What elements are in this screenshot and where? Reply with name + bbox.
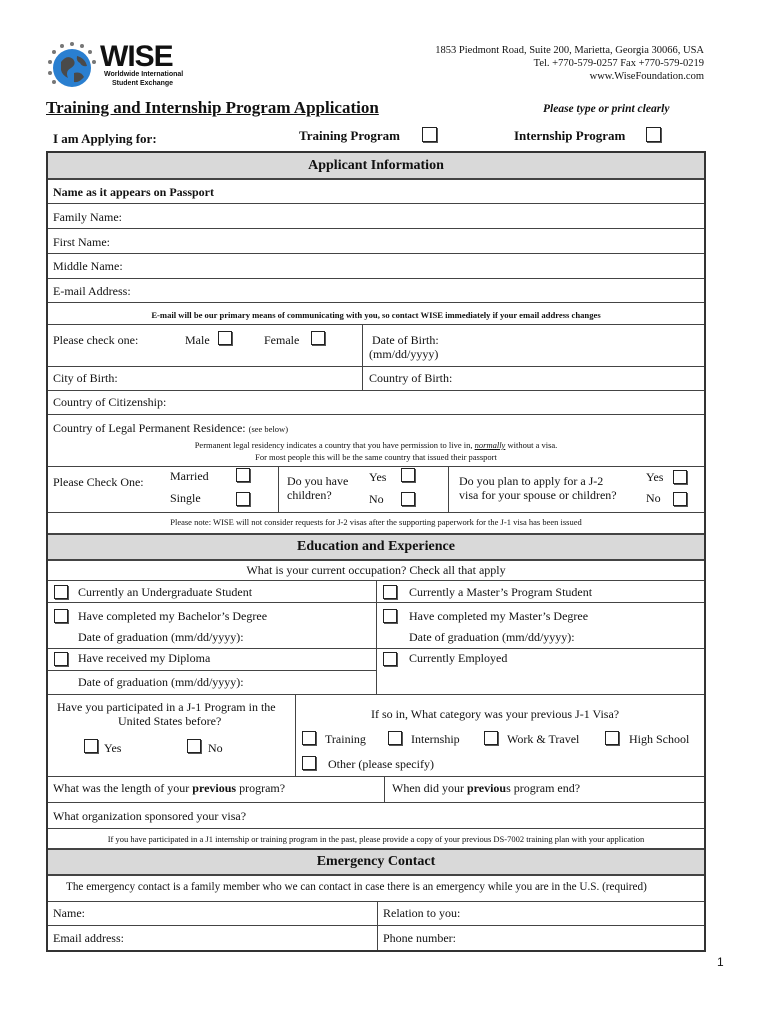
emergency-note: The emergency contact is a family member who we can contact in case there is an emergency while you are in the U.S. (required) bbox=[66, 881, 647, 893]
male-checkbox[interactable] bbox=[218, 331, 232, 345]
logo-text: WISE bbox=[100, 40, 173, 73]
masters-student-checkbox[interactable] bbox=[383, 585, 397, 599]
page-number: 1 bbox=[717, 955, 724, 969]
training-program-checkbox[interactable] bbox=[422, 127, 437, 142]
emergency-relation-field[interactable]: Relation to you: bbox=[383, 906, 461, 920]
emergency-name-field[interactable]: Name: bbox=[53, 906, 85, 920]
residence-field[interactable] bbox=[53, 421, 288, 436]
residence-note: (see below) bbox=[248, 424, 289, 434]
bachelor-label: Have completed my Bachelor’s Degree bbox=[78, 609, 268, 623]
children-no-checkbox[interactable] bbox=[401, 492, 415, 506]
j2-question-1: Do you plan to apply for a J-2 bbox=[459, 474, 604, 488]
children-question-2: children? bbox=[287, 488, 332, 502]
program-end-field[interactable]: When did your previous program end? bbox=[392, 781, 581, 795]
j2-no-checkbox[interactable] bbox=[673, 492, 687, 506]
emergency-section-title: Emergency Contact bbox=[316, 854, 436, 869]
master-completed-checkbox[interactable] bbox=[383, 609, 397, 623]
cat-other-label: Other (please specify) bbox=[328, 757, 434, 771]
masters-student-label: Currently a Master’s Program Student bbox=[409, 585, 593, 599]
first-name-field[interactable]: First Name: bbox=[53, 235, 110, 249]
cat-high-school-label: High School bbox=[629, 732, 690, 746]
passport-heading: Name as it appears on Passport bbox=[53, 185, 214, 199]
cat-training-label: Training bbox=[325, 732, 366, 746]
j1-question-2: United States before? bbox=[118, 714, 222, 728]
master-completed-label: Have completed my Master’s Degree bbox=[409, 609, 589, 623]
header-phone: Tel. +770-579-0257 Fax +770-579-0219 bbox=[533, 58, 704, 69]
program-length-field[interactable]: What was the length of your previous program? bbox=[53, 781, 286, 795]
header-website: www.WiseFoundation.com bbox=[589, 71, 704, 82]
family-name-field[interactable]: Family Name: bbox=[53, 210, 122, 224]
sponsor-field[interactable]: What organization sponsored your visa? bbox=[53, 809, 247, 823]
undergrad-checkbox[interactable] bbox=[54, 585, 68, 599]
j2-note: Please note: WISE will not consider requests for J-2 visas after the supporting paperwork for the J-1 visa has been issued bbox=[170, 517, 582, 527]
logo-subtitle-2: Student Exchange bbox=[112, 80, 174, 87]
j1-yes-label: Yes bbox=[104, 741, 122, 755]
married-checkbox[interactable] bbox=[236, 468, 250, 482]
cat-training-checkbox[interactable] bbox=[302, 731, 316, 745]
gender-label: Please check one: bbox=[53, 333, 139, 347]
logo-subtitle-1: Worldwide International bbox=[104, 71, 184, 78]
residency-info-1: Permanent legal residency indicates a country that you have permission to live in, normally without a visa. bbox=[194, 440, 558, 450]
j1-no-checkbox[interactable] bbox=[187, 739, 201, 753]
j2-question-2: visa for your spouse or children? bbox=[459, 488, 617, 502]
citizenship-field[interactable]: Country of Citizenship: bbox=[53, 395, 167, 409]
j2-yes-checkbox[interactable] bbox=[673, 470, 687, 484]
bachelor-checkbox[interactable] bbox=[54, 609, 68, 623]
children-yes-checkbox[interactable] bbox=[401, 468, 415, 482]
married-label: Married bbox=[170, 469, 209, 483]
applicant-section-title: Applicant Information bbox=[308, 158, 444, 173]
cat-internship-checkbox[interactable] bbox=[388, 731, 402, 745]
residency-info-2: For most people this will be the same country that issued their passport bbox=[255, 452, 497, 462]
single-checkbox[interactable] bbox=[236, 492, 250, 506]
wise-logo bbox=[44, 40, 194, 92]
print-note: Please type or print clearly bbox=[543, 103, 670, 115]
children-yes-label: Yes bbox=[369, 470, 387, 484]
employed-label: Currently Employed bbox=[409, 651, 508, 665]
female-checkbox[interactable] bbox=[311, 331, 325, 345]
j1-yes-checkbox[interactable] bbox=[84, 739, 98, 753]
email-field[interactable]: E-mail Address: bbox=[53, 284, 131, 298]
undergrad-label: Currently an Undergraduate Student bbox=[78, 585, 253, 599]
male-label: Male bbox=[185, 333, 210, 347]
cat-high-school-checkbox[interactable] bbox=[605, 731, 619, 745]
middle-name-field[interactable]: Middle Name: bbox=[53, 259, 123, 273]
occupation-question: What is your current occupation? Check all that apply bbox=[246, 563, 506, 577]
internship-program-label: Internship Program bbox=[514, 128, 626, 143]
ds7002-note: If you have participated in a J1 internship or training program in the past, please provide a copy of your previous DS-7002 training plan with your application bbox=[107, 834, 645, 844]
children-no-label: No bbox=[369, 492, 384, 506]
header-address: 1853 Piedmont Road, Suite 200, Marietta, Georgia 30066, USA bbox=[435, 45, 704, 56]
cat-work-travel-checkbox[interactable] bbox=[484, 731, 498, 745]
bachelor-grad-date-field[interactable]: Date of graduation (mm/dd/yyyy): bbox=[78, 630, 244, 644]
emergency-phone-field[interactable]: Phone number: bbox=[383, 931, 456, 945]
globe-icon bbox=[44, 40, 100, 92]
internship-program-checkbox[interactable] bbox=[646, 127, 661, 142]
female-label: Female bbox=[264, 333, 300, 347]
j1-question-1: Have you participated in a J-1 Program in the bbox=[57, 700, 276, 714]
residence-label: Country of Legal Permanent Residence: bbox=[53, 421, 246, 435]
page-title: Training and Internship Program Application bbox=[46, 98, 379, 117]
j2-no-label: No bbox=[646, 491, 661, 505]
emergency-email-field[interactable]: Email address: bbox=[53, 931, 124, 945]
email-note: E-mail will be our primary means of communicating with you, so contact WISE immediately if your email address changes bbox=[151, 310, 601, 320]
children-question-1: Do you have bbox=[287, 474, 349, 488]
cat-other-checkbox[interactable] bbox=[302, 756, 316, 770]
j1-no-label: No bbox=[208, 741, 223, 755]
marital-label: Please Check One: bbox=[53, 475, 144, 489]
master-grad-date-field[interactable]: Date of graduation (mm/dd/yyyy): bbox=[409, 630, 575, 644]
diploma-grad-date-field[interactable]: Date of graduation (mm/dd/yyyy): bbox=[78, 675, 244, 689]
cat-internship-label: Internship bbox=[411, 732, 460, 746]
applying-label: I am Applying for: bbox=[53, 131, 157, 146]
single-label: Single bbox=[170, 491, 201, 505]
diploma-checkbox[interactable] bbox=[54, 652, 68, 666]
diploma-label: Have received my Diploma bbox=[78, 651, 211, 665]
dob-format: (mm/dd/yyyy) bbox=[369, 347, 439, 361]
training-program-label: Training Program bbox=[299, 128, 400, 143]
country-of-birth-field[interactable]: Country of Birth: bbox=[369, 371, 453, 385]
dob-label[interactable]: Date of Birth: bbox=[372, 333, 439, 347]
employed-checkbox[interactable] bbox=[383, 652, 397, 666]
education-section-title: Education and Experience bbox=[297, 539, 455, 554]
cat-work-travel-label: Work & Travel bbox=[507, 732, 580, 746]
city-of-birth-field[interactable]: City of Birth: bbox=[53, 371, 118, 385]
j2-yes-label: Yes bbox=[646, 470, 664, 484]
category-question: If so in, What category was your previous J-1 Visa? bbox=[371, 707, 620, 721]
